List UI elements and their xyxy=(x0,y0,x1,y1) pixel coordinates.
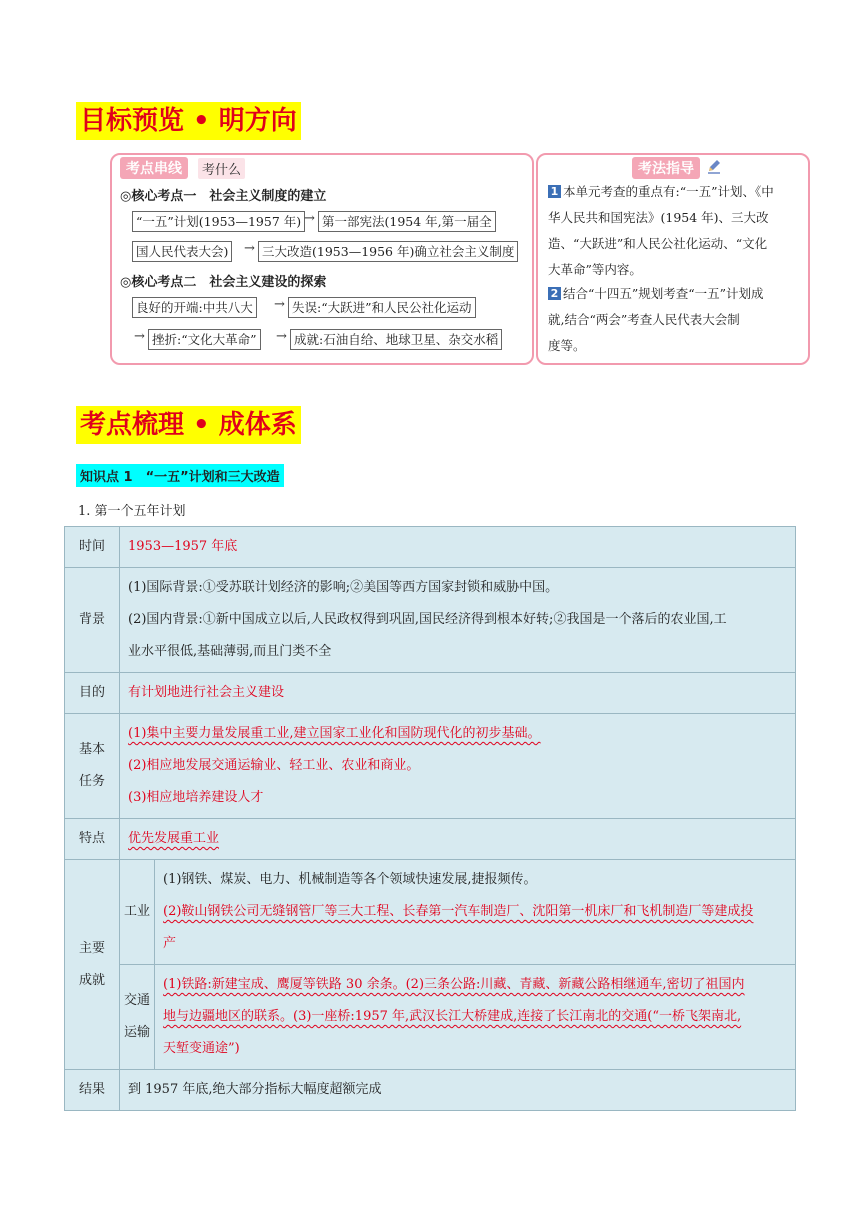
guide-number: 1 xyxy=(548,185,561,198)
row-label: 目的 xyxy=(65,673,120,714)
table-row xyxy=(65,1070,796,1111)
overview-panel xyxy=(110,153,534,365)
table-row xyxy=(65,965,796,1070)
sub-label: 工业 xyxy=(120,860,155,965)
flow-box: 挫折:“文化大革命” xyxy=(148,329,261,350)
guide-panel xyxy=(536,153,810,365)
section-title-goals: 目标预览 • 明方向 xyxy=(76,102,301,140)
row-label: 时间 xyxy=(65,527,120,568)
flow-box: 第一部宪法(1954 年,第一届全 xyxy=(318,211,496,232)
table-row xyxy=(65,819,796,860)
flow-arrow: → xyxy=(134,329,145,344)
flow-arrow: → xyxy=(304,211,315,226)
flow-box: 成就:石油自给、地球卫星、杂交水稻 xyxy=(290,329,502,350)
background-content: (1)国际背景:①受苏联计划经济的影响;②美国等西方国家封锁和威胁中国。 (2)国内背景:①新中国成立以后,人民政权得到巩固,国民经济得到根本好转;②我国是一个落后的农业国,工 业水平很低,基础薄弱,而且门类不全 xyxy=(120,568,796,673)
flow-box: 三大改造(1953—1956 年)确立社会主义制度 xyxy=(258,241,518,262)
flow-box: 失误:“大跃进”和人民公社化运动 xyxy=(288,297,476,318)
result-value: 到 1957 年底,绝大部分指标大幅度超额完成 xyxy=(120,1070,796,1111)
time-value: 1953—1957 年底 xyxy=(120,527,796,568)
goal-value: 有计划地进行社会主义建设 xyxy=(120,673,796,714)
flow-box: 国人民代表大会) xyxy=(132,241,232,262)
row-label: 主要 成就 xyxy=(65,860,120,1070)
table-row xyxy=(65,860,796,965)
table-row xyxy=(65,673,796,714)
flow-arrow: → xyxy=(274,297,285,312)
overview-tag: 考点串线 xyxy=(120,157,188,179)
pencil-icon xyxy=(706,158,722,174)
core-point-1-title: ◎核心考点一 社会主义制度的建立 xyxy=(120,189,327,204)
row-label: 结果 xyxy=(65,1070,120,1111)
core-point-2-title: ◎核心考点二 社会主义建设的探索 xyxy=(120,275,327,290)
section-title-review: 考点梳理 • 成体系 xyxy=(76,406,301,444)
transport-content: (1)铁路:新建宝成、鹰厦等铁路 30 余条。(2)三条公路:川藏、青藏、新藏公路相继通车,密切了祖国内 地与边疆地区的联系。(3)一座桥:1957 年,武汉长江大桥建成,连接了长江南北的交通(“一桥飞架南北, 天堑变通途”) xyxy=(155,965,796,1070)
guide-number: 2 xyxy=(548,287,561,300)
row-label: 特点 xyxy=(65,819,120,860)
flow-arrow: → xyxy=(244,241,255,256)
guide-tag: 考法指导 xyxy=(632,157,700,179)
feature-value: 优先发展重工业 xyxy=(120,819,796,860)
knowledge-point-label: 知识点 1 “一五”计划和三大改造 xyxy=(76,464,284,487)
guide-item-1: 1 本单元考查的重点有:“一五”计划、《中 华人民共和国宪法》(1954 年)、三大改 造、“大跃进”和人民公社化运动、“文化 大革命”等内容。 xyxy=(548,184,774,277)
industry-content: (1)钢铁、煤炭、电力、机械制造等各个领域快速发展,捷报频传。 (2)鞍山钢铁公司无缝钢管厂等三大工程、长春第一汽车制造厂、沈阳第一机床厂和飞机制造厂等建成投 产 xyxy=(155,860,796,965)
row-label: 背景 xyxy=(65,568,120,673)
table-row xyxy=(65,714,796,819)
sub-label: 交通 运输 xyxy=(120,965,155,1070)
flow-box: 良好的开端:中共八大 xyxy=(132,297,257,318)
five-year-plan-table xyxy=(64,526,796,1111)
flow-box: “一五”计划(1953—1957 年) xyxy=(132,211,305,232)
table-row xyxy=(65,527,796,568)
guide-item-2: 2 结合“十四五”规划考查“一五”计划成 就,结合“两会”考查人民代表大会制 度等。 xyxy=(548,286,764,353)
table-row xyxy=(65,568,796,673)
overview-tag-sub: 考什么 xyxy=(198,158,245,179)
flow-arrow: → xyxy=(276,329,287,344)
subheading-five-year-plan: 1. 第一个五年计划 xyxy=(78,504,186,519)
row-label: 基本 任务 xyxy=(65,714,120,819)
tasks-content: (1)集中主要力量发展重工业,建立国家工业化和国防现代化的初步基础。 (2)相应地发展交通运输业、轻工业、农业和商业。 (3)相应地培养建设人才 xyxy=(120,714,796,819)
